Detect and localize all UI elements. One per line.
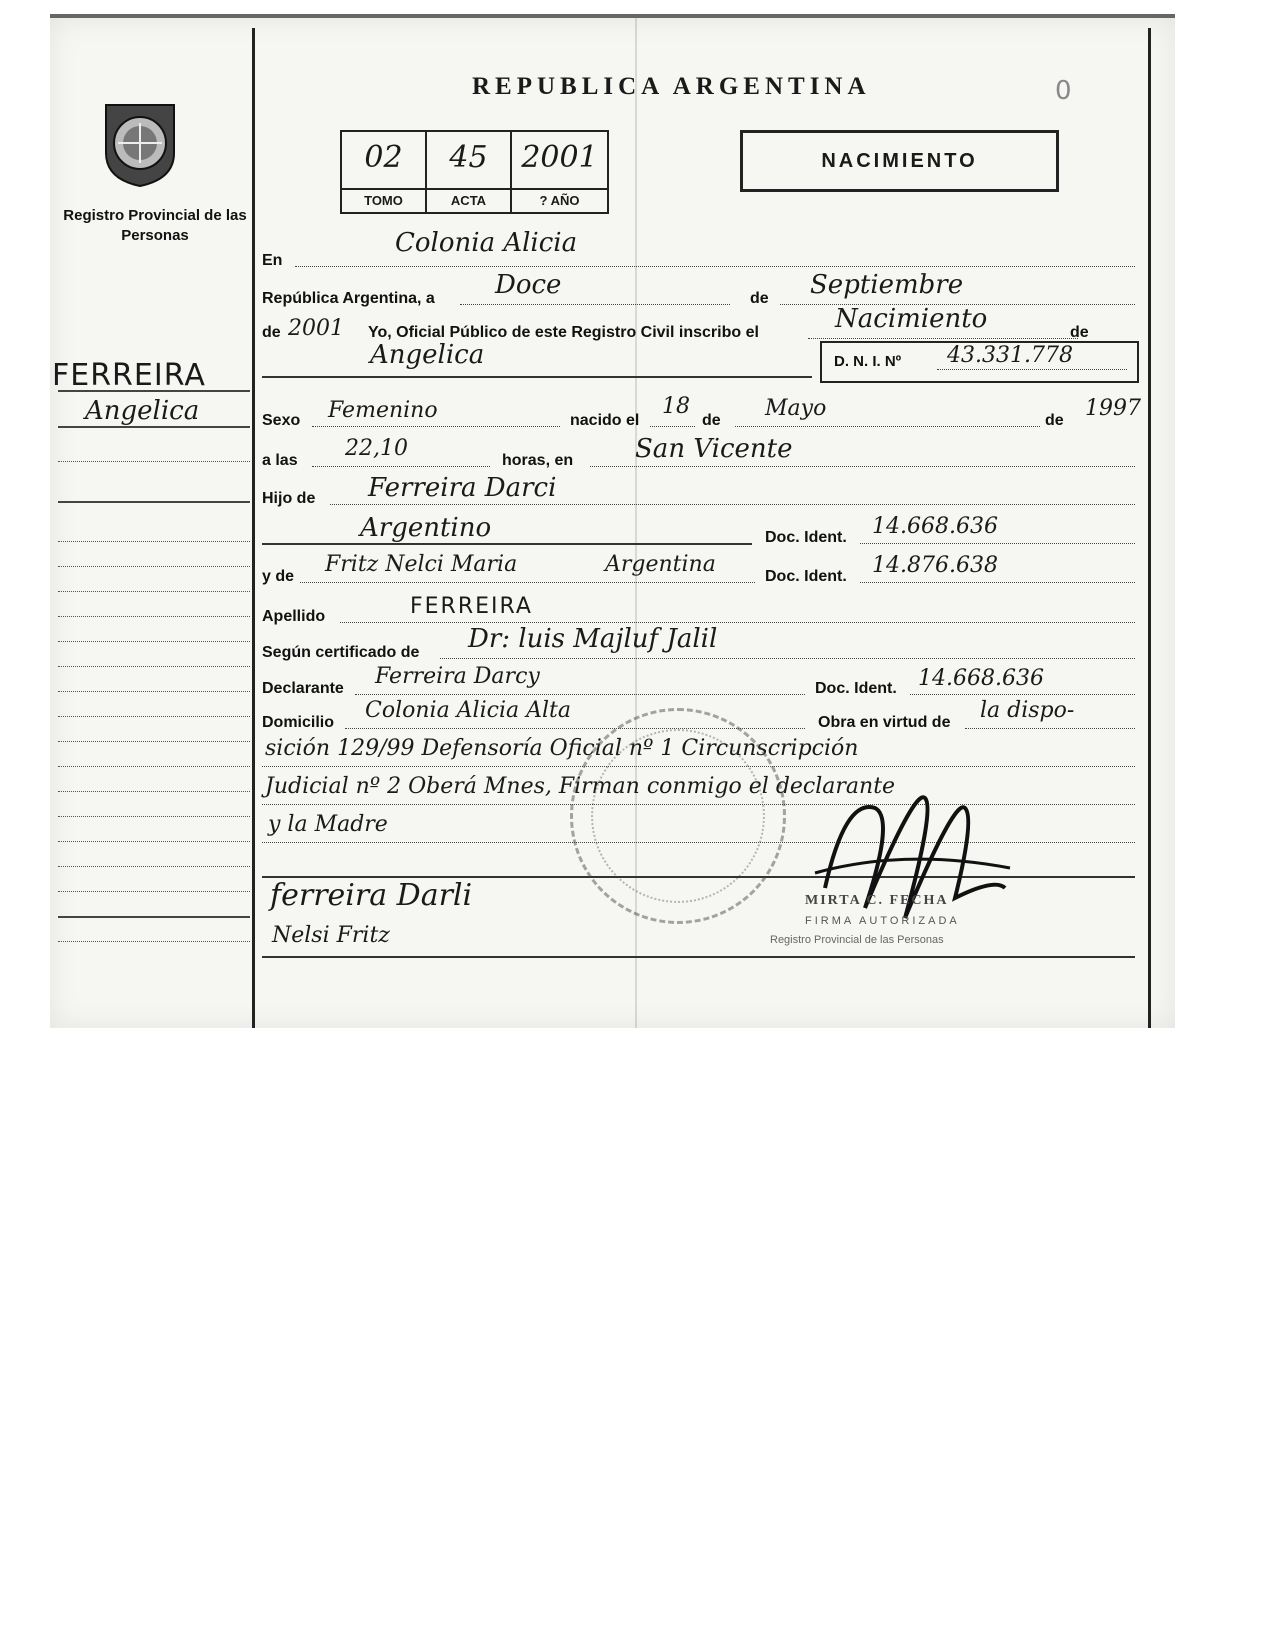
stub-line [58,891,250,892]
record-number-box [340,130,609,214]
line-father-doc [860,543,1135,544]
tomo-value: 02 [364,140,403,175]
line-birth-month [735,426,1040,427]
value-father: Ferreira Darci [368,473,557,503]
line-mother-doc [860,582,1135,583]
official-name: MIRTA C. FECHA [805,893,949,908]
line-authority [965,728,1135,729]
line-name [262,376,812,378]
value-note-2: Judicial nº 2 Oberá Mnes, Firman conmigo el declarante [265,774,896,799]
value-mother-doc: 14.876.638 [872,553,998,578]
ano-value: 2001 [521,140,598,175]
label-en: En [262,252,283,269]
value-birth-day: 18 [662,394,690,419]
label-dni: D. N. I. Nº [834,353,902,370]
country-title: REPUBLICA ARGENTINA [472,73,871,100]
label-doc-ident-1: Doc. Ident. [765,529,847,546]
stub-divider [252,28,255,1028]
line-time [312,466,490,467]
value-month: Septiembre [810,270,964,300]
line-birth-place [590,466,1135,467]
stub-line [58,841,250,842]
birth-certificate [50,14,1175,1028]
ano-cell [512,132,607,212]
value-day: Doce [495,270,562,300]
stub-line [58,716,250,717]
label-de-year: de [262,324,281,341]
stub-line [58,501,250,503]
label-apellido: Apellido [262,608,326,625]
document-type: NACIMIENTO [740,130,1059,192]
value-note-3: y la Madre [268,812,388,837]
label-hijo-de: Hijo de [262,490,316,507]
label-de-4: de [1045,412,1064,429]
value-dni: 43.331.778 [947,343,1073,368]
value-sex: Femenino [328,398,438,423]
signature-mother: Nelsi Fritz [272,923,390,948]
line-father [330,504,1135,505]
signature-declarant: ferreira Darli [270,878,473,913]
dni-box [820,341,1139,383]
line-surname [340,622,1135,623]
label-de: de [750,290,769,307]
label-doc-ident-3: Doc. Ident. [815,680,897,697]
stub-line [58,426,250,428]
value-birth-year: 1997 [1085,396,1141,421]
label-domicilio: Domicilio [262,714,335,731]
line-declarant [355,694,805,695]
stub-line [58,641,250,642]
value-year: 2001 [288,316,344,341]
stub-line [58,816,250,817]
value-name: Angelica [370,340,485,370]
value-father-nationality: Argentino [360,513,492,543]
label-de-3: de [702,412,721,429]
stub-line [58,916,250,918]
label-republica: República Argentina, a [262,290,435,307]
stub-line [58,866,250,867]
page-mark: 0 [1055,76,1072,106]
label-declarante: Declarante [262,680,344,697]
stub-line [58,941,250,942]
line-signatures [262,956,1135,958]
ano-label: ? AÑO [512,188,607,212]
value-place: Colonia Alicia [395,228,578,258]
value-birth-month: Mayo [765,396,827,421]
value-mother: Fritz Nelci Maria [325,552,518,577]
label-inscribo: Yo, Oficial Público de este Registro Civil inscribo el [368,324,759,341]
line-mother [300,582,755,583]
value-certificate: Dr: luis Majluf Jalil [468,624,718,654]
stub-line [58,541,250,542]
registry-name: Registro Provincial de las Personas [63,207,247,244]
stub-surname: FERREIRA [52,358,206,393]
stub-line [58,766,250,767]
label-doc-ident-2: Doc. Ident. [765,568,847,585]
official-stamp [570,708,786,924]
line-certificate [440,658,1135,659]
line-event [808,338,1078,339]
label-sexo: Sexo [262,412,301,429]
stub-line [58,791,250,792]
label-segun: Según certificado de [262,644,420,661]
line-day [460,304,730,305]
acta-label: ACTA [427,188,510,212]
stub-line [58,616,250,617]
value-declarant: Ferreira Darcy [375,664,540,689]
value-declarant-doc: 14.668.636 [918,666,1044,691]
value-event: Nacimiento [835,304,988,334]
stub-line [58,390,250,392]
value-father-doc: 14.668.636 [872,514,998,539]
value-birth-place: San Vicente [635,434,793,464]
value-note-1: sición 129/99 Defensoría Oficial nº 1 Circunscripción [265,736,859,761]
value-time: 22,10 [345,436,408,461]
line-sex [312,426,560,427]
label-nacido: nacido el [570,412,640,429]
stub-line [58,741,250,742]
line-father-nat [262,543,752,545]
label-obra: Obra en virtud de [818,714,951,731]
label-de-2: de [1070,324,1089,341]
stub-line [58,461,250,462]
line-birth-day [650,426,695,427]
right-border [1148,28,1151,1028]
label-y-de: y de [262,568,295,585]
stub-line [58,666,250,667]
stub-line [58,566,250,567]
line-declarant-doc [910,694,1135,695]
value-address: Colonia Alicia Alta [365,698,571,723]
stub-given-name: Angelica [85,396,200,426]
line-dni [937,369,1127,370]
value-authority: la dispo- [980,698,1075,723]
official-title: FIRMA AUTORIZADA [805,915,960,927]
acta-cell [427,132,512,212]
value-surname: FERREIRA [410,594,533,619]
stub-line [58,691,250,692]
label-horas-en: horas, en [502,452,574,469]
tomo-label: TOMO [342,188,425,212]
tomo-cell [342,132,427,212]
official-registry: Registro Provincial de las Personas [770,934,944,946]
line-place [295,266,1135,267]
registry-seal-icon [98,93,182,188]
value-mother-nationality: Argentina [605,552,716,577]
label-a-las: a las [262,452,298,469]
stub-line [58,591,250,592]
acta-value: 45 [449,140,488,175]
